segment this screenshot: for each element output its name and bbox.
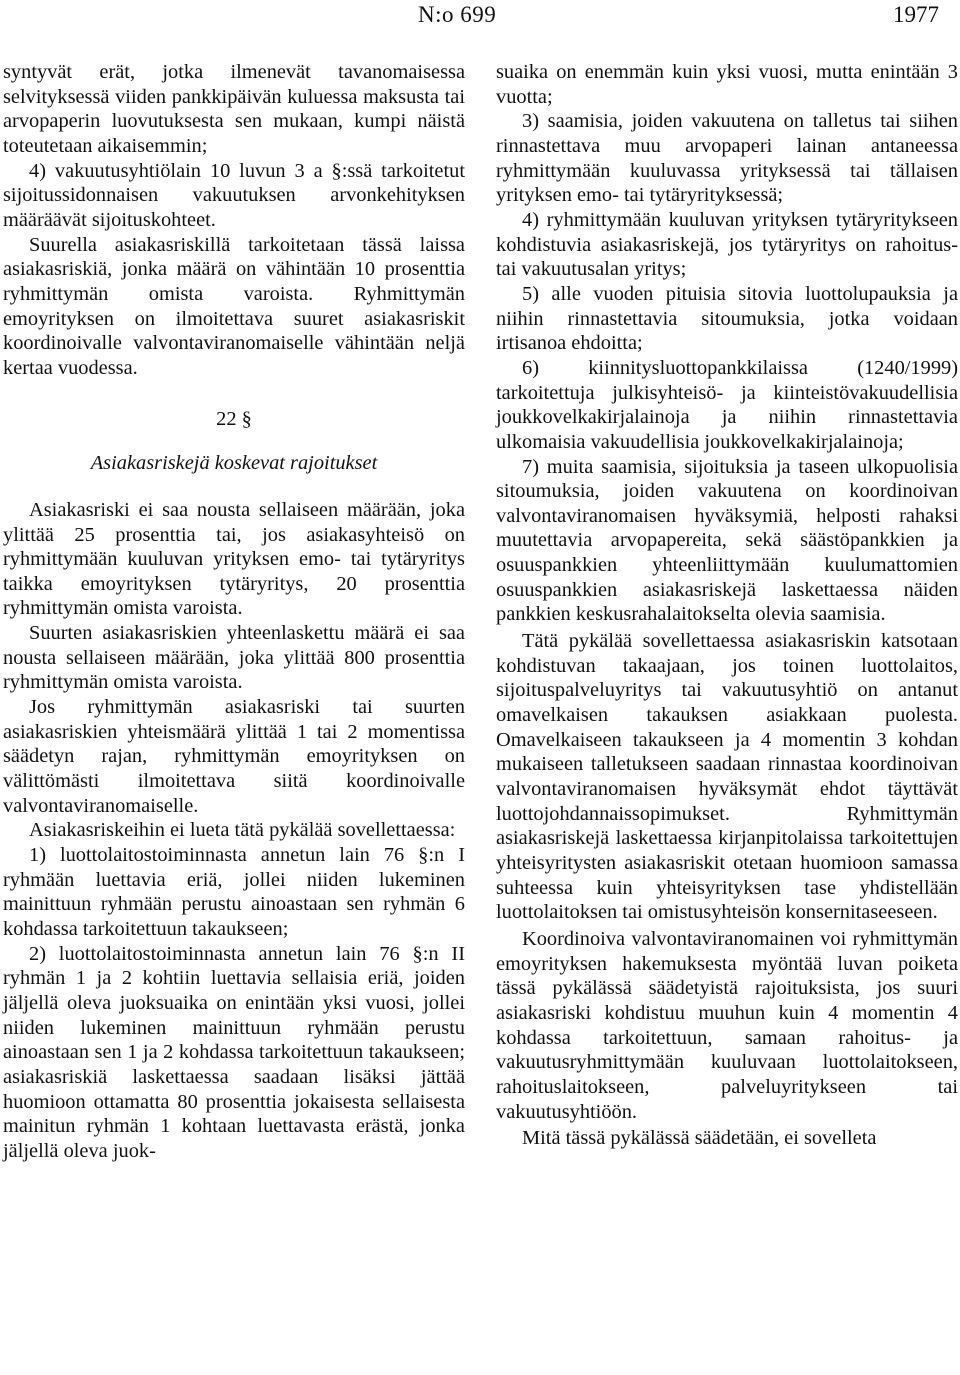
paragraph-not-applied: Mitä tässä pykälässä säädetään, ei sovelleta xyxy=(522,1127,877,1150)
list-item-3: 3) saamisia, joiden vakuutena on talletus tai siihen rinnastettava muu arvopaperi lainan antaneessa ryhmittymään kuuluvassa yrityksessä tai tällaisen yrityksen emo- tai tytäryrityksessä; xyxy=(496,110,958,207)
right-column xyxy=(496,60,958,1151)
list-item-6: 6) kiinnitysluottopankkilaissa (1240/1999) tarkoitettuja julkisyhteisö- ja kiinteistövakuudellisia joukkovelkakirjalainoja ja niihin rinnastettavia ulkomaisia vakuudellisia joukkovelkakirjalainoja; xyxy=(496,356,958,453)
paragraph-exemption: Koordinoiva valvontaviranomainen voi ryhmittymän emoyrityksen hakemuksesta myöntää luvan poiketa tässä pykälässä säädetyistä rajoituksista, jos suuri asiakasriski kohdistuu muuhun kuin 4 momentin 4 kohdassa tarkoitettuun, samaan rahoitus- ja vakuutusryhmittymään kuuluvaan luottolaitokseen, rahoituslaitokseen, palveluyritykseen tai vakuutusyhtiöön. xyxy=(496,927,958,1123)
list-item-1: 1) luottolaitostoiminnasta annetun lain 76 §:n I ryhmään luettavia eriä, jollei niiden lukeminen mainittuun ryhmään perustu ainoastaan sen ryhmän 6 kohdassa tarkoitettuun takaukseen; xyxy=(3,844,465,940)
list-item-2: 2) luottolaitostoiminnasta annetun lain 76 §:n II ryhmän 1 ja 2 kohtiin luettavia sellaisia eriä, joiden jäljellä oleva juoksuaika on enintään yksi vuosi, jollei niiden lukeminen mainittuun ryhmään perustu ainoastaan sen 1 ja 2 kohdassa tarkoitettuun takaukseen; asiakasriskiä laskettaessa saadaan lisäksi jättää huomioon ottamatta 80 prosenttia jokaisesta sellaisesta mainitun ryhmän 1 kohtaan luettavasta erästä, jonka jäljellä oleva juok- xyxy=(3,942,465,1162)
list-item-7: 7) muita saamisia, sijoituksia ja taseen ulkopuolisia sitoumuksia, joiden vakuutena on koordinoivan valvontaviranomaisen hyväksymiä, helposti rahaksi muutettavia arvopapereita, sekä säästöpankkien ja osuuspankkien yhteenliittymään kuulumattomien osuuspankkien asiakasriskejä laskettaessa näiden pankkien keskusrahalaitokselta olevia saamisia. xyxy=(496,455,958,626)
page-number: 1977 xyxy=(893,2,939,27)
paragraph-limit-800: Suurten asiakasriskien yhteenlaskettu määrä ei saa nousta sellaiseen määrään, joka ylittää 800 prosenttia ryhmittymän omista varoista. xyxy=(3,622,465,694)
list-item-4: 4) ryhmittymään kuuluvan yrityksen tytäryritykseen kohdistuvia asiakasriskejä, jos tytäryritys on rahoitus- tai vakuutusalan yritys; xyxy=(496,208,958,281)
paragraph-continuation: suaika on enemmän kuin yksi vuosi, mutta enintään 3 vuotta; xyxy=(496,61,958,108)
paragraph-exclusions-intro: Asiakasriskeihin ei lueta tätä pykälää sovellettaessa: xyxy=(29,819,456,842)
paragraph-continuation: syntyvät erät, jotka ilmenevät tavanomaisessa selvityksessä viiden pankkipäivän kuluessa maksusta tai arvopaperin luovutuksesta sen mukaan, kumpi näistä toteutetaan aikaisemmin; xyxy=(3,61,465,157)
paragraph-limit-25: Asiakasriski ei saa nousta sellaiseen määrään, joka ylittää 25 prosenttia tai, jos asiakasyhteisö on ryhmittymään kuuluvan yrityksen emo- tai tytäryritys taikka emoyrityksen tytäryritys, 20 prosenttia ryhmittymän omista varoista. xyxy=(3,498,465,620)
paragraph-guarantor: Tätä pykälää sovellettaessa asiakasriskin katsotaan kohdistuvan takaajaan, jos toinen luottolaitos, sijoituspalveluyritys tai vakuutusyhtiö on antanut omavelkaisen takauksen asiakkaan puolesta. Omavelkaiseen takaukseen ja 4 momentin 3 kohdan mukaiseen talletukseen saadaan rinnastaa koordinoivan valvontaviranomaisen hyväksymät ehdot täyttävät luottojohdannaissopimukset. Ryhmittymän asiakasriskejä laskettaessa kirjanpitolaissa tarkoitettujen yhteisyritysten asiakasriskit otetaan huomioon samassa suhteessa kuin yhteisyrityksen tase yhdistellään luottolaitoksen tai omistusyhteisön konsernitaseeseen. xyxy=(496,630,958,924)
left-column xyxy=(3,60,465,1164)
list-item-5: 5) alle vuoden pituisia sitovia luottolupauksia ja niihin rinnastettavia sitoumuksia, jotka voidaan irtisanoa ehdoitta; xyxy=(496,282,958,355)
document-number: N:o 699 xyxy=(418,2,497,27)
paragraph-notification: Jos ryhmittymän asiakasriski tai suurten asiakasriskien yhteismäärä ylittää 1 tai 2 momentissa säädetyn rajan, ryhmittymän emoyrityksen on välittömästi ilmoitettava siitä koordinoivalle valvontaviranomaiselle. xyxy=(3,696,465,817)
section-number: 22 § xyxy=(216,407,252,430)
section-title: Asiakasriskejä koskevat rajoitukset xyxy=(90,452,378,475)
list-item-4: 4) vakuutusyhtiölain 10 luvun 3 a §:ssä tarkoitetut sijoitussidonnaisen vakuutuksen arvonkehityksen määräävät sijoituskohteet. xyxy=(3,159,465,231)
page-header xyxy=(0,0,960,40)
paragraph-large-exposure: Suurella asiakasriskillä tarkoitetaan tässä laissa asiakasriskiä, jonka määrä on vähintään 10 prosenttia ryhmittymän omista varoista. Ryhmittymän emoyrityksen on ilmoitettava suuret asiakasriskit koordinoivalle valvontaviranomaiselle vähintään neljä kertaa vuodessa. xyxy=(3,233,465,379)
